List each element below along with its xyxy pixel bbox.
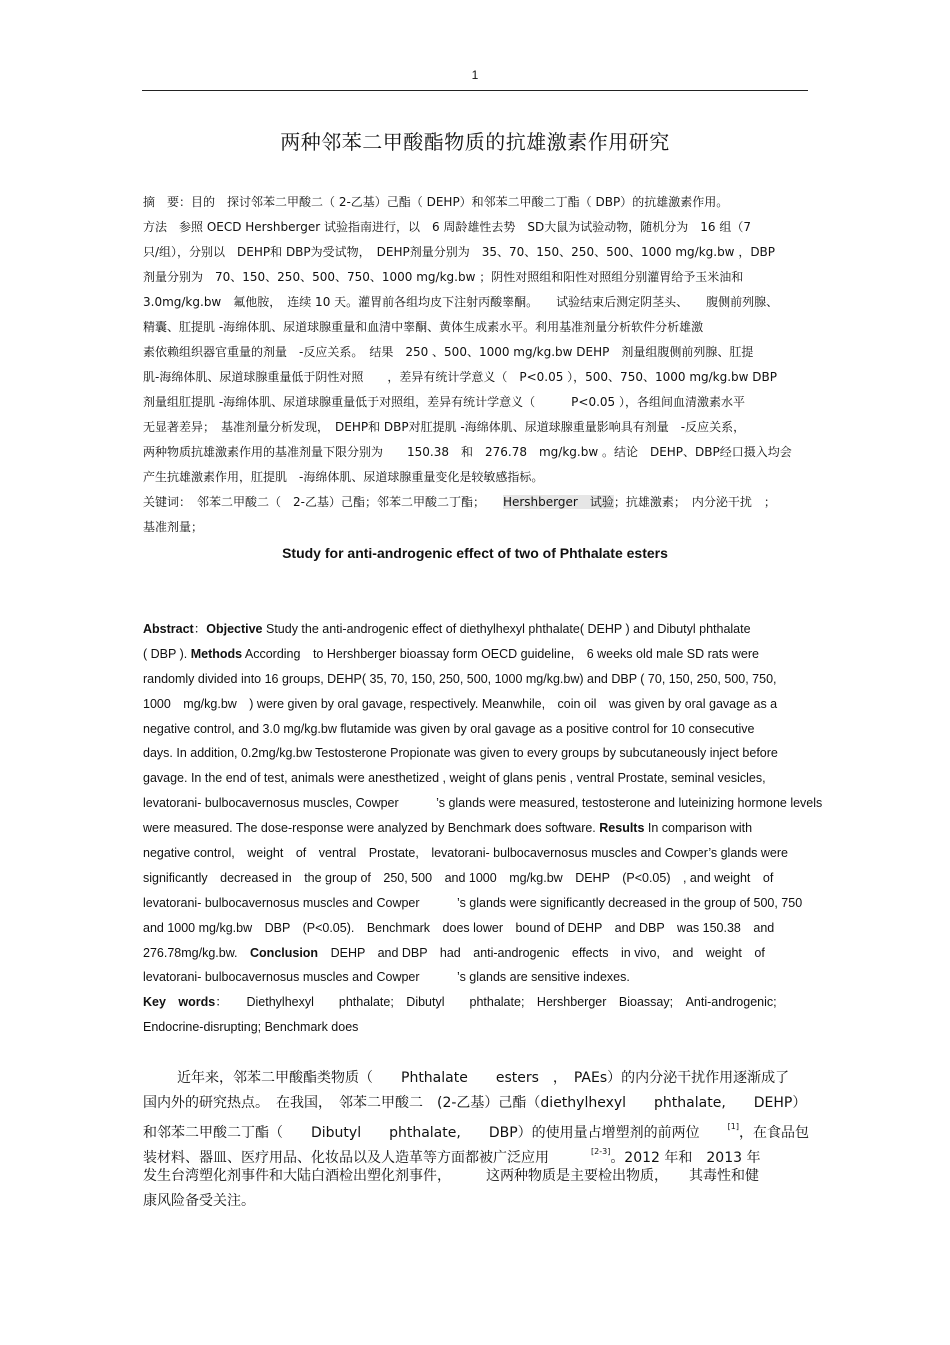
en-abstract-line: significantly decreased in the group of 250, 500 and 1000 mg/kg.bw DEHP (P<0.05) , and weight of xyxy=(143,870,774,885)
chinese-abstract xyxy=(143,190,813,540)
citation-1: [1] xyxy=(727,1122,739,1132)
cn-keyword-highlighted: Hershberger 试验 xyxy=(502,495,614,509)
en-abstract-line: and 1000 mg/kg.bw DBP (P<0.05). Benchmark does lower bound of DEHP and DBP was 150.38 and xyxy=(143,920,775,935)
en-text: 276.78mg/kg.bw. xyxy=(143,945,251,960)
en-text: Study the anti-androgenic effect of diethylhexyl phthalate( DEHP ) and Dibutyl phthalate xyxy=(262,622,751,636)
cn-abstract-line: 剂量组肛提肌 -海绵体肌、尿道球腺重量低于对照组，差异有统计学意义（ P<0.05 ），各组间血清激素水平 xyxy=(143,395,745,409)
en-abstract-line: days. In addition, 0.2mg/kg.bw Testosterone Propionate was given to every groups by subcutaneously inject before xyxy=(143,746,778,761)
body-text: 和邻苯二甲酸二丁酯（ Dibutyl phthalate, DBP）的使用量占增塑剂的前两位 xyxy=(143,1125,728,1142)
cn-abstract-line: 方法 参照 OECD Hershberger 试验指南进行，以 6 周龄雄性去势 SD大鼠为试验动物，随机分为 16 组（7 xyxy=(143,220,751,234)
cn-keywords xyxy=(143,490,813,515)
body-line: 国内外的研究热点。 在我国， 邻苯二甲酸二 (2-乙基）己酯（diethylhexyl phthalate, DEHP） xyxy=(143,1094,807,1111)
en-abstract-line xyxy=(143,816,843,841)
en-abstract-line: randomly divided into 16 groups, DEHP( 35, 70, 150, 250, 500, 1000 mg/kg.bw) and DBP ( 70, 150, 250, 500, 750, xyxy=(143,671,777,686)
en-abstract-line: levatorani- bulbocavernosus muscles and Cowper ’s glands are sensitive indexes. xyxy=(143,970,630,985)
en-abstract-line: levatorani- bulbocavernosus muscles, Cowper ’s glands were measured, testosterone and luteinizing hormone levels xyxy=(143,796,823,811)
en-text: According to Hershberger bioassay form OECD guideline, 6 weeks old male SD rats were xyxy=(242,646,759,661)
en-abstract-line: levatorani- bulbocavernosus muscles and Cowper ’s glands were significantly decreased in the group of 500, 750 xyxy=(143,895,803,910)
abstract-label: Abstract xyxy=(143,622,194,636)
en-abstract-line xyxy=(143,642,843,667)
en-keywords xyxy=(143,990,843,1015)
body-text: ，在食品包 xyxy=(739,1125,809,1142)
en-keywords-line2: Endocrine-disrupting; Benchmark does xyxy=(143,1020,359,1035)
body-text: 装材料、器皿、医疗用品、化妆品以及人造革等方面都被广泛应用 xyxy=(143,1149,591,1166)
en-abstract-line xyxy=(143,941,843,966)
en-text: DEHP and DBP had anti-androgenic effects in vivo, and weight of xyxy=(318,945,765,960)
en-abstract-line xyxy=(143,617,843,642)
en-abstract-line: negative control, weight of ventral Prostate, levatorani- bulbocavernosus muscles and Cowper’s glands were xyxy=(143,846,788,861)
cn-keywords-suffix: ；抗雄激素； 内分泌干扰 ； xyxy=(613,495,776,509)
body-line xyxy=(143,1115,813,1140)
cn-abstract-line: 精囊、肛提肌 -海绵体肌、尿道球腺重量和血清中睾酮、黄体生成素水平。利用基准剂量分析软件分析雄激 xyxy=(143,320,704,334)
en-text: were measured. The dose-response were analyzed by Benchmark does software. xyxy=(143,821,600,836)
en-abstract-line: gavage. In the end of test, animals were anesthetized , weight of glans penis , ventral Prostate, seminal vesicles, xyxy=(143,771,766,786)
conclusion-label: Conclusion xyxy=(250,945,319,960)
en-keywords-text: ： Diethylhexyl phthalate; Dibutyl phthalate; Hershberger Bioassay; Anti-androgenic; xyxy=(215,995,777,1010)
cn-abstract-line: 只/组），分别以 DEHP和 DBP为受试物， DEHP剂量分别为 35、70、150、250、500、1000 mg/kg.bw ，DBP xyxy=(143,245,776,259)
en-abstract-line: 1000 mg/kg.bw ) were given by oral gavage, respectively. Meanwhile, coin oil was given by oral gavage as a xyxy=(143,696,778,711)
header-rule xyxy=(142,90,808,91)
english-title: Study for anti-androgenic effect of two of Phthalate esters xyxy=(282,545,668,561)
page-title: 两种邻苯二甲酸酯物质的抗雄激素作用研究 xyxy=(280,130,670,154)
cn-abstract-line: 无显著差异； 基准剂量分析发现， DEHP和 DBP对肛提肌 -海绵体肌、尿道球腺重量影响具有剂量 -反应关系， xyxy=(143,420,746,434)
body-line: 康风险备受关注。 xyxy=(143,1192,255,1209)
cn-abstract-line: 产生抗雄激素作用，肛提肌 -海绵体肌、尿道球腺重量变化是较敏感指标。 xyxy=(143,470,544,484)
body-line: 近年来，邻苯二甲酸酯类物质（ Phthalate esters ， PAEs）的内分泌干扰作用逐渐成了 xyxy=(177,1070,790,1086)
cn-abstract-line: 摘 要：目的 探讨邻苯二甲酸二（ 2-乙基）己酯（ DEHP）和邻苯二甲酸二丁酯（ DBP）的抗雄激素作用。 xyxy=(143,195,729,209)
cn-abstract-line: 剂量分别为 70、150、250、500、750、1000 mg/kg.bw ；阴性对照组和阳性对照组分别灌胃给予玉米油和 xyxy=(143,270,744,284)
body-line: 发生台湾塑化剂事件和大陆白酒检出塑化剂事件， 这两种物质是主要检出物质， 其毒性和健 xyxy=(143,1168,759,1185)
page-number: 1 xyxy=(471,68,479,82)
body-line xyxy=(143,1140,813,1165)
cn-abstract-line: 两种物质抗雄激素作用的基准剂量下限分别为 150.38 和 276.78 mg/kg.bw 。结论 DEHP、DBP经口摄入均会 xyxy=(143,445,792,459)
body-paragraph xyxy=(143,1066,813,1214)
results-label: Results xyxy=(599,821,645,836)
citation-2-3: [2-3] xyxy=(591,1146,611,1156)
body-text: 。2012 年和 2013 年 xyxy=(610,1149,761,1166)
colon: ： xyxy=(193,622,207,636)
cn-abstract-line: 肌-海绵体肌、尿道球腺重量低于阴性对照 ，差异有统计学意义（ P<0.05 ），500、750、1000 mg/kg.bw DBP xyxy=(143,370,778,384)
en-text: ( DBP ). xyxy=(143,646,191,661)
english-abstract xyxy=(143,617,843,1040)
keywords-label: Key words xyxy=(143,995,216,1010)
cn-abstract-line: 3.0mg/kg.bw 氟他胺， 连续 10 天。灌胃前各组均皮下注射丙酸睾酮。 试验结束后测定阴茎头、 腹侧前列腺、 xyxy=(143,295,779,309)
cn-keywords-prefix: 关键词： 邻苯二甲酸二（ 2-乙基）己酯；邻苯二甲酸二丁酯； xyxy=(143,495,503,509)
en-abstract-line: negative control, and 3.0 mg/kg.bw flutamide was given by oral gavage as a positive control for 10 consecutive xyxy=(143,721,755,736)
cn-keywords-line2: 基准剂量； xyxy=(143,520,204,534)
cn-abstract-line: 素依赖组织器官重量的剂量 -反应关系。 结果 250 、500、1000 mg/kg.bw DEHP 剂量组腹侧前列腺、肛提 xyxy=(143,345,754,359)
en-text: In comparison with xyxy=(644,821,753,836)
objective-label: Objective xyxy=(206,622,263,636)
methods-label: Methods xyxy=(190,646,243,661)
